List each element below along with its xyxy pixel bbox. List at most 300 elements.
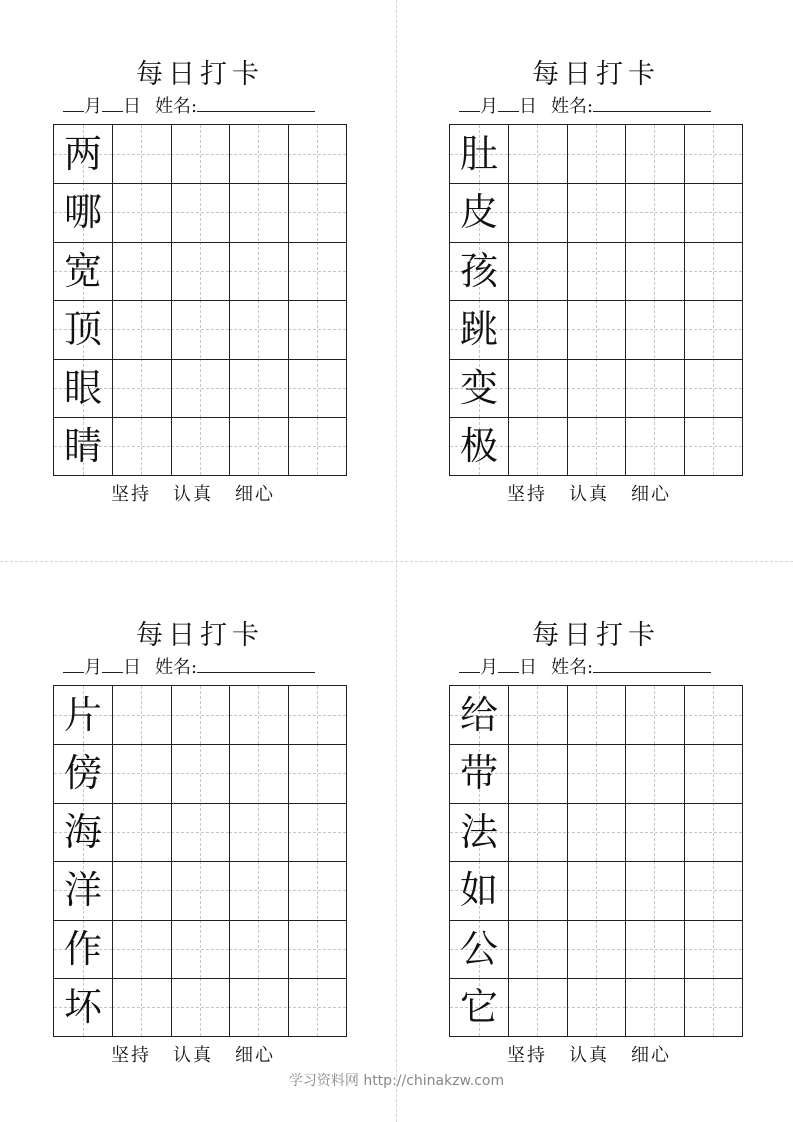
grid-cell [54, 417, 112, 475]
model-character: 给 [459, 693, 498, 737]
cell-guide-vertical [200, 417, 201, 475]
grid-cell[interactable] [508, 978, 566, 1036]
grid-cell[interactable] [567, 920, 625, 978]
grid-cell[interactable] [171, 417, 229, 475]
grid-cell[interactable] [112, 744, 170, 802]
date-name-line [459, 94, 743, 118]
practice-grid [449, 685, 743, 1037]
card-title: 每日打卡 [136, 620, 264, 651]
grid-cell [54, 300, 112, 358]
grid-cell[interactable] [229, 125, 287, 183]
motto-serious: 认真 [569, 484, 609, 505]
grid-cell [450, 803, 508, 861]
motto-footer [507, 484, 747, 506]
grid-cell[interactable] [567, 861, 625, 919]
name-blank[interactable] [593, 94, 711, 112]
cell-guide-vertical [654, 978, 655, 1036]
grid-row [54, 417, 346, 475]
model-character: 两 [63, 132, 102, 176]
grid-cell[interactable] [625, 920, 683, 978]
cell-guide-vertical [200, 125, 201, 183]
cell-guide-vertical [200, 803, 201, 861]
grid-cell[interactable] [625, 861, 683, 919]
motto-careful: 细心 [631, 1045, 671, 1066]
cell-guide-vertical [141, 978, 142, 1036]
motto-footer [507, 1045, 747, 1067]
cell-guide-vertical [258, 978, 259, 1036]
cell-guide-vertical [141, 359, 142, 417]
grid-cell[interactable] [567, 300, 625, 358]
grid-row [450, 359, 742, 417]
cell-guide-vertical [654, 359, 655, 417]
cell-guide-vertical [713, 920, 714, 978]
grid-cell[interactable] [567, 686, 625, 744]
grid-row [450, 183, 742, 241]
grid-cell[interactable] [288, 861, 346, 919]
cell-guide-vertical [596, 417, 597, 475]
cell-guide-vertical [317, 125, 318, 183]
cell-guide-vertical [141, 417, 142, 475]
grid-cell [54, 978, 112, 1036]
cell-guide-vertical [317, 978, 318, 1036]
grid-cell[interactable] [112, 242, 170, 300]
cell-guide-vertical [200, 978, 201, 1036]
cell-guide-vertical [654, 183, 655, 241]
horizontal-cut-line [0, 561, 793, 562]
cell-guide-vertical [200, 744, 201, 802]
grid-row [450, 744, 742, 802]
grid-row [54, 300, 346, 358]
grid-cell[interactable] [171, 803, 229, 861]
model-character: 跳 [459, 307, 498, 352]
motto-footer [111, 1045, 351, 1067]
grid-cell[interactable] [508, 686, 566, 744]
cell-guide-vertical [713, 242, 714, 300]
grid-cell[interactable] [112, 920, 170, 978]
grid-cell[interactable] [508, 183, 566, 241]
grid-cell[interactable] [625, 978, 683, 1036]
cell-guide-vertical [713, 417, 714, 475]
grid-row [450, 300, 742, 358]
grid-cell[interactable] [112, 686, 170, 744]
model-character: 宽 [63, 248, 102, 293]
model-character: 作 [63, 926, 102, 971]
cell-guide-vertical [258, 359, 259, 417]
cell-guide-vertical [713, 978, 714, 1036]
grid-cell[interactable] [112, 125, 170, 183]
day-label: 日 [519, 96, 537, 117]
cell-guide-vertical [654, 417, 655, 475]
grid-cell [450, 920, 508, 978]
month-blank[interactable] [459, 94, 480, 112]
grid-cell[interactable] [171, 978, 229, 1036]
grid-cell[interactable] [684, 686, 742, 744]
grid-cell[interactable] [288, 417, 346, 475]
model-character: 片 [63, 693, 102, 737]
month-label: 月 [84, 96, 102, 117]
grid-row [54, 686, 346, 744]
grid-cell[interactable] [625, 183, 683, 241]
grid-cell[interactable] [567, 183, 625, 241]
cell-guide-vertical [596, 300, 597, 358]
grid-cell[interactable] [288, 686, 346, 744]
cell-guide-vertical [537, 242, 538, 300]
day-blank[interactable] [498, 94, 519, 112]
cell-guide-vertical [317, 183, 318, 241]
motto-serious: 认真 [173, 1045, 213, 1066]
grid-row [450, 920, 742, 978]
day-blank[interactable] [102, 94, 123, 112]
grid-cell[interactable] [508, 125, 566, 183]
name-blank[interactable] [593, 655, 711, 673]
cell-guide-vertical [537, 744, 538, 802]
cell-guide-vertical [258, 861, 259, 919]
cell-guide-vertical [596, 359, 597, 417]
grid-cell[interactable] [567, 242, 625, 300]
grid-cell[interactable] [229, 183, 287, 241]
model-character: 眼 [63, 365, 102, 410]
cell-guide-vertical [317, 359, 318, 417]
grid-cell[interactable] [171, 300, 229, 358]
grid-cell[interactable] [684, 744, 742, 802]
grid-cell[interactable] [112, 978, 170, 1036]
grid-cell[interactable] [229, 744, 287, 802]
grid-cell [450, 242, 508, 300]
cell-guide-vertical [537, 803, 538, 861]
grid-cell[interactable] [229, 803, 287, 861]
model-character: 如 [459, 868, 498, 913]
cell-guide-vertical [258, 920, 259, 978]
cell-guide-vertical [141, 920, 142, 978]
grid-cell[interactable] [171, 183, 229, 241]
cell-guide-vertical [317, 744, 318, 802]
month-label: 月 [84, 657, 102, 678]
model-character: 睛 [63, 424, 102, 468]
motto-serious: 认真 [173, 484, 213, 505]
cell-guide-vertical [141, 744, 142, 802]
motto-careful: 细心 [631, 484, 671, 505]
grid-cell[interactable] [112, 183, 170, 241]
card-title: 每日打卡 [532, 620, 660, 651]
grid-cell [450, 125, 508, 183]
grid-cell[interactable] [508, 861, 566, 919]
grid-cell [450, 686, 508, 744]
grid-cell[interactable] [508, 359, 566, 417]
grid-cell[interactable] [288, 183, 346, 241]
cell-guide-vertical [713, 125, 714, 183]
cell-guide-vertical [596, 744, 597, 802]
cell-guide-vertical [596, 686, 597, 744]
grid-cell[interactable] [171, 744, 229, 802]
practice-grid [53, 685, 347, 1037]
name-label: 姓名: [551, 96, 594, 117]
grid-cell[interactable] [508, 242, 566, 300]
cell-guide-vertical [713, 686, 714, 744]
grid-cell[interactable] [288, 359, 346, 417]
grid-row [54, 861, 346, 919]
cell-guide-vertical [654, 300, 655, 358]
cell-guide-vertical [596, 183, 597, 241]
model-character: 傍 [63, 751, 102, 796]
grid-row [54, 183, 346, 241]
grid-cell[interactable] [229, 920, 287, 978]
name-blank[interactable] [197, 94, 315, 112]
cell-guide-vertical [537, 183, 538, 241]
practice-grid [53, 124, 347, 476]
grid-cell [450, 861, 508, 919]
grid-row [450, 417, 742, 475]
cell-guide-vertical [596, 125, 597, 183]
cell-guide-vertical [317, 242, 318, 300]
grid-cell [450, 359, 508, 417]
grid-cell[interactable] [112, 417, 170, 475]
grid-cell[interactable] [171, 242, 229, 300]
grid-cell[interactable] [625, 744, 683, 802]
grid-row [450, 686, 742, 744]
grid-row [450, 125, 742, 183]
cell-guide-vertical [713, 183, 714, 241]
grid-row [54, 125, 346, 183]
site-watermark: 学习资料网 http://chinakzw.com [288, 1073, 505, 1089]
grid-cell[interactable] [508, 744, 566, 802]
grid-cell[interactable] [288, 803, 346, 861]
cell-guide-vertical [713, 803, 714, 861]
date-name-line [63, 94, 347, 118]
day-blank[interactable] [498, 655, 519, 673]
month-blank[interactable] [63, 655, 84, 673]
cell-guide-vertical [141, 803, 142, 861]
grid-cell[interactable] [229, 686, 287, 744]
cell-guide-vertical [537, 417, 538, 475]
cell-guide-vertical [258, 417, 259, 475]
grid-cell [450, 978, 508, 1036]
grid-cell[interactable] [171, 920, 229, 978]
cell-guide-vertical [258, 744, 259, 802]
grid-cell[interactable] [229, 242, 287, 300]
cell-guide-vertical [141, 861, 142, 919]
practice-grid [449, 124, 743, 476]
day-label: 日 [123, 96, 141, 117]
grid-cell[interactable] [625, 300, 683, 358]
grid-cell[interactable] [112, 359, 170, 417]
grid-cell [54, 744, 112, 802]
motto-footer [111, 484, 351, 506]
model-character: 哪 [63, 190, 102, 235]
grid-cell[interactable] [288, 920, 346, 978]
cell-guide-vertical [537, 686, 538, 744]
day-blank[interactable] [102, 655, 123, 673]
cell-guide-vertical [317, 417, 318, 475]
cell-guide-vertical [713, 744, 714, 802]
cell-guide-vertical [596, 803, 597, 861]
motto-persist: 坚持 [111, 484, 151, 505]
grid-cell[interactable] [288, 978, 346, 1036]
grid-cell[interactable] [171, 686, 229, 744]
grid-cell [54, 920, 112, 978]
grid-cell[interactable] [625, 359, 683, 417]
cell-guide-vertical [654, 803, 655, 861]
grid-cell[interactable] [112, 300, 170, 358]
cell-guide-vertical [317, 803, 318, 861]
month-blank[interactable] [63, 94, 84, 112]
grid-cell [54, 183, 112, 241]
date-name-line [63, 655, 347, 679]
model-character: 变 [459, 365, 498, 410]
cell-guide-vertical [258, 300, 259, 358]
cell-guide-vertical [200, 359, 201, 417]
model-character: 肚 [459, 132, 498, 176]
cell-guide-vertical [596, 242, 597, 300]
model-character: 顶 [63, 307, 102, 352]
grid-cell[interactable] [625, 242, 683, 300]
cell-guide-vertical [654, 686, 655, 744]
grid-cell[interactable] [112, 861, 170, 919]
motto-careful: 细心 [235, 484, 275, 505]
day-label: 日 [123, 657, 141, 678]
cell-guide-vertical [258, 183, 259, 241]
model-character: 带 [459, 751, 498, 796]
grid-cell[interactable] [625, 417, 683, 475]
motto-persist: 坚持 [111, 1045, 151, 1066]
card-title: 每日打卡 [532, 59, 660, 90]
cell-guide-vertical [537, 359, 538, 417]
model-character: 它 [459, 985, 498, 1029]
cell-guide-vertical [654, 744, 655, 802]
grid-cell[interactable] [508, 803, 566, 861]
model-character: 洋 [63, 868, 102, 913]
grid-cell [450, 744, 508, 802]
grid-cell[interactable] [288, 744, 346, 802]
model-character: 海 [63, 809, 102, 854]
grid-row [54, 920, 346, 978]
grid-row [54, 978, 346, 1036]
month-label: 月 [480, 96, 498, 117]
cell-guide-vertical [200, 242, 201, 300]
grid-cell[interactable] [684, 920, 742, 978]
grid-row [450, 861, 742, 919]
grid-cell[interactable] [229, 861, 287, 919]
grid-cell [450, 183, 508, 241]
grid-cell [54, 242, 112, 300]
motto-persist: 坚持 [507, 1045, 547, 1066]
cell-guide-vertical [596, 861, 597, 919]
grid-cell[interactable] [684, 803, 742, 861]
grid-cell[interactable] [171, 861, 229, 919]
cell-guide-vertical [654, 242, 655, 300]
model-character: 法 [459, 809, 498, 854]
grid-row [450, 803, 742, 861]
cell-guide-vertical [713, 861, 714, 919]
grid-cell [54, 359, 112, 417]
grid-cell[interactable] [567, 125, 625, 183]
cell-guide-vertical [141, 300, 142, 358]
grid-cell[interactable] [508, 417, 566, 475]
grid-cell[interactable] [684, 359, 742, 417]
month-blank[interactable] [459, 655, 480, 673]
name-label: 姓名: [155, 657, 198, 678]
grid-cell[interactable] [567, 744, 625, 802]
grid-cell[interactable] [625, 686, 683, 744]
cell-guide-vertical [537, 978, 538, 1036]
grid-cell[interactable] [567, 417, 625, 475]
date-name-line [459, 655, 743, 679]
grid-cell[interactable] [171, 125, 229, 183]
cell-guide-vertical [141, 242, 142, 300]
grid-cell[interactable] [508, 300, 566, 358]
grid-cell[interactable] [288, 125, 346, 183]
cell-guide-vertical [141, 125, 142, 183]
grid-cell[interactable] [229, 300, 287, 358]
grid-cell[interactable] [229, 978, 287, 1036]
grid-row [54, 744, 346, 802]
cell-guide-vertical [713, 300, 714, 358]
cell-guide-vertical [596, 920, 597, 978]
grid-row [54, 242, 346, 300]
grid-cell[interactable] [567, 978, 625, 1036]
grid-cell[interactable] [112, 803, 170, 861]
cell-guide-vertical [654, 861, 655, 919]
cell-guide-vertical [537, 125, 538, 183]
grid-cell[interactable] [171, 359, 229, 417]
cell-guide-vertical [200, 183, 201, 241]
grid-row [450, 242, 742, 300]
grid-cell[interactable] [625, 125, 683, 183]
cell-guide-vertical [200, 920, 201, 978]
grid-cell[interactable] [229, 417, 287, 475]
grid-cell[interactable] [684, 417, 742, 475]
motto-careful: 细心 [235, 1045, 275, 1066]
model-character: 坏 [63, 985, 102, 1029]
grid-cell[interactable] [288, 242, 346, 300]
model-character: 皮 [459, 190, 498, 235]
grid-cell[interactable] [567, 803, 625, 861]
grid-cell[interactable] [229, 359, 287, 417]
grid-cell[interactable] [288, 300, 346, 358]
grid-cell[interactable] [508, 920, 566, 978]
grid-cell[interactable] [684, 125, 742, 183]
motto-persist: 坚持 [507, 484, 547, 505]
grid-row [54, 359, 346, 417]
cell-guide-vertical [537, 920, 538, 978]
grid-cell[interactable] [684, 861, 742, 919]
grid-cell [450, 417, 508, 475]
grid-cell [450, 300, 508, 358]
cell-guide-vertical [654, 920, 655, 978]
cell-guide-vertical [654, 125, 655, 183]
cell-guide-vertical [596, 978, 597, 1036]
cell-guide-vertical [258, 686, 259, 744]
grid-cell [54, 686, 112, 744]
card-title: 每日打卡 [136, 59, 264, 90]
name-label: 姓名: [551, 657, 594, 678]
grid-cell[interactable] [684, 242, 742, 300]
month-label: 月 [480, 657, 498, 678]
model-character: 公 [459, 926, 498, 971]
model-character: 极 [459, 424, 498, 468]
grid-cell[interactable] [684, 300, 742, 358]
grid-cell [54, 803, 112, 861]
grid-cell[interactable] [684, 978, 742, 1036]
cell-guide-vertical [317, 920, 318, 978]
grid-cell[interactable] [567, 359, 625, 417]
grid-cell[interactable] [625, 803, 683, 861]
grid-row [54, 803, 346, 861]
name-blank[interactable] [197, 655, 315, 673]
cell-guide-vertical [317, 686, 318, 744]
cell-guide-vertical [713, 359, 714, 417]
cell-guide-vertical [258, 125, 259, 183]
grid-cell[interactable] [684, 183, 742, 241]
